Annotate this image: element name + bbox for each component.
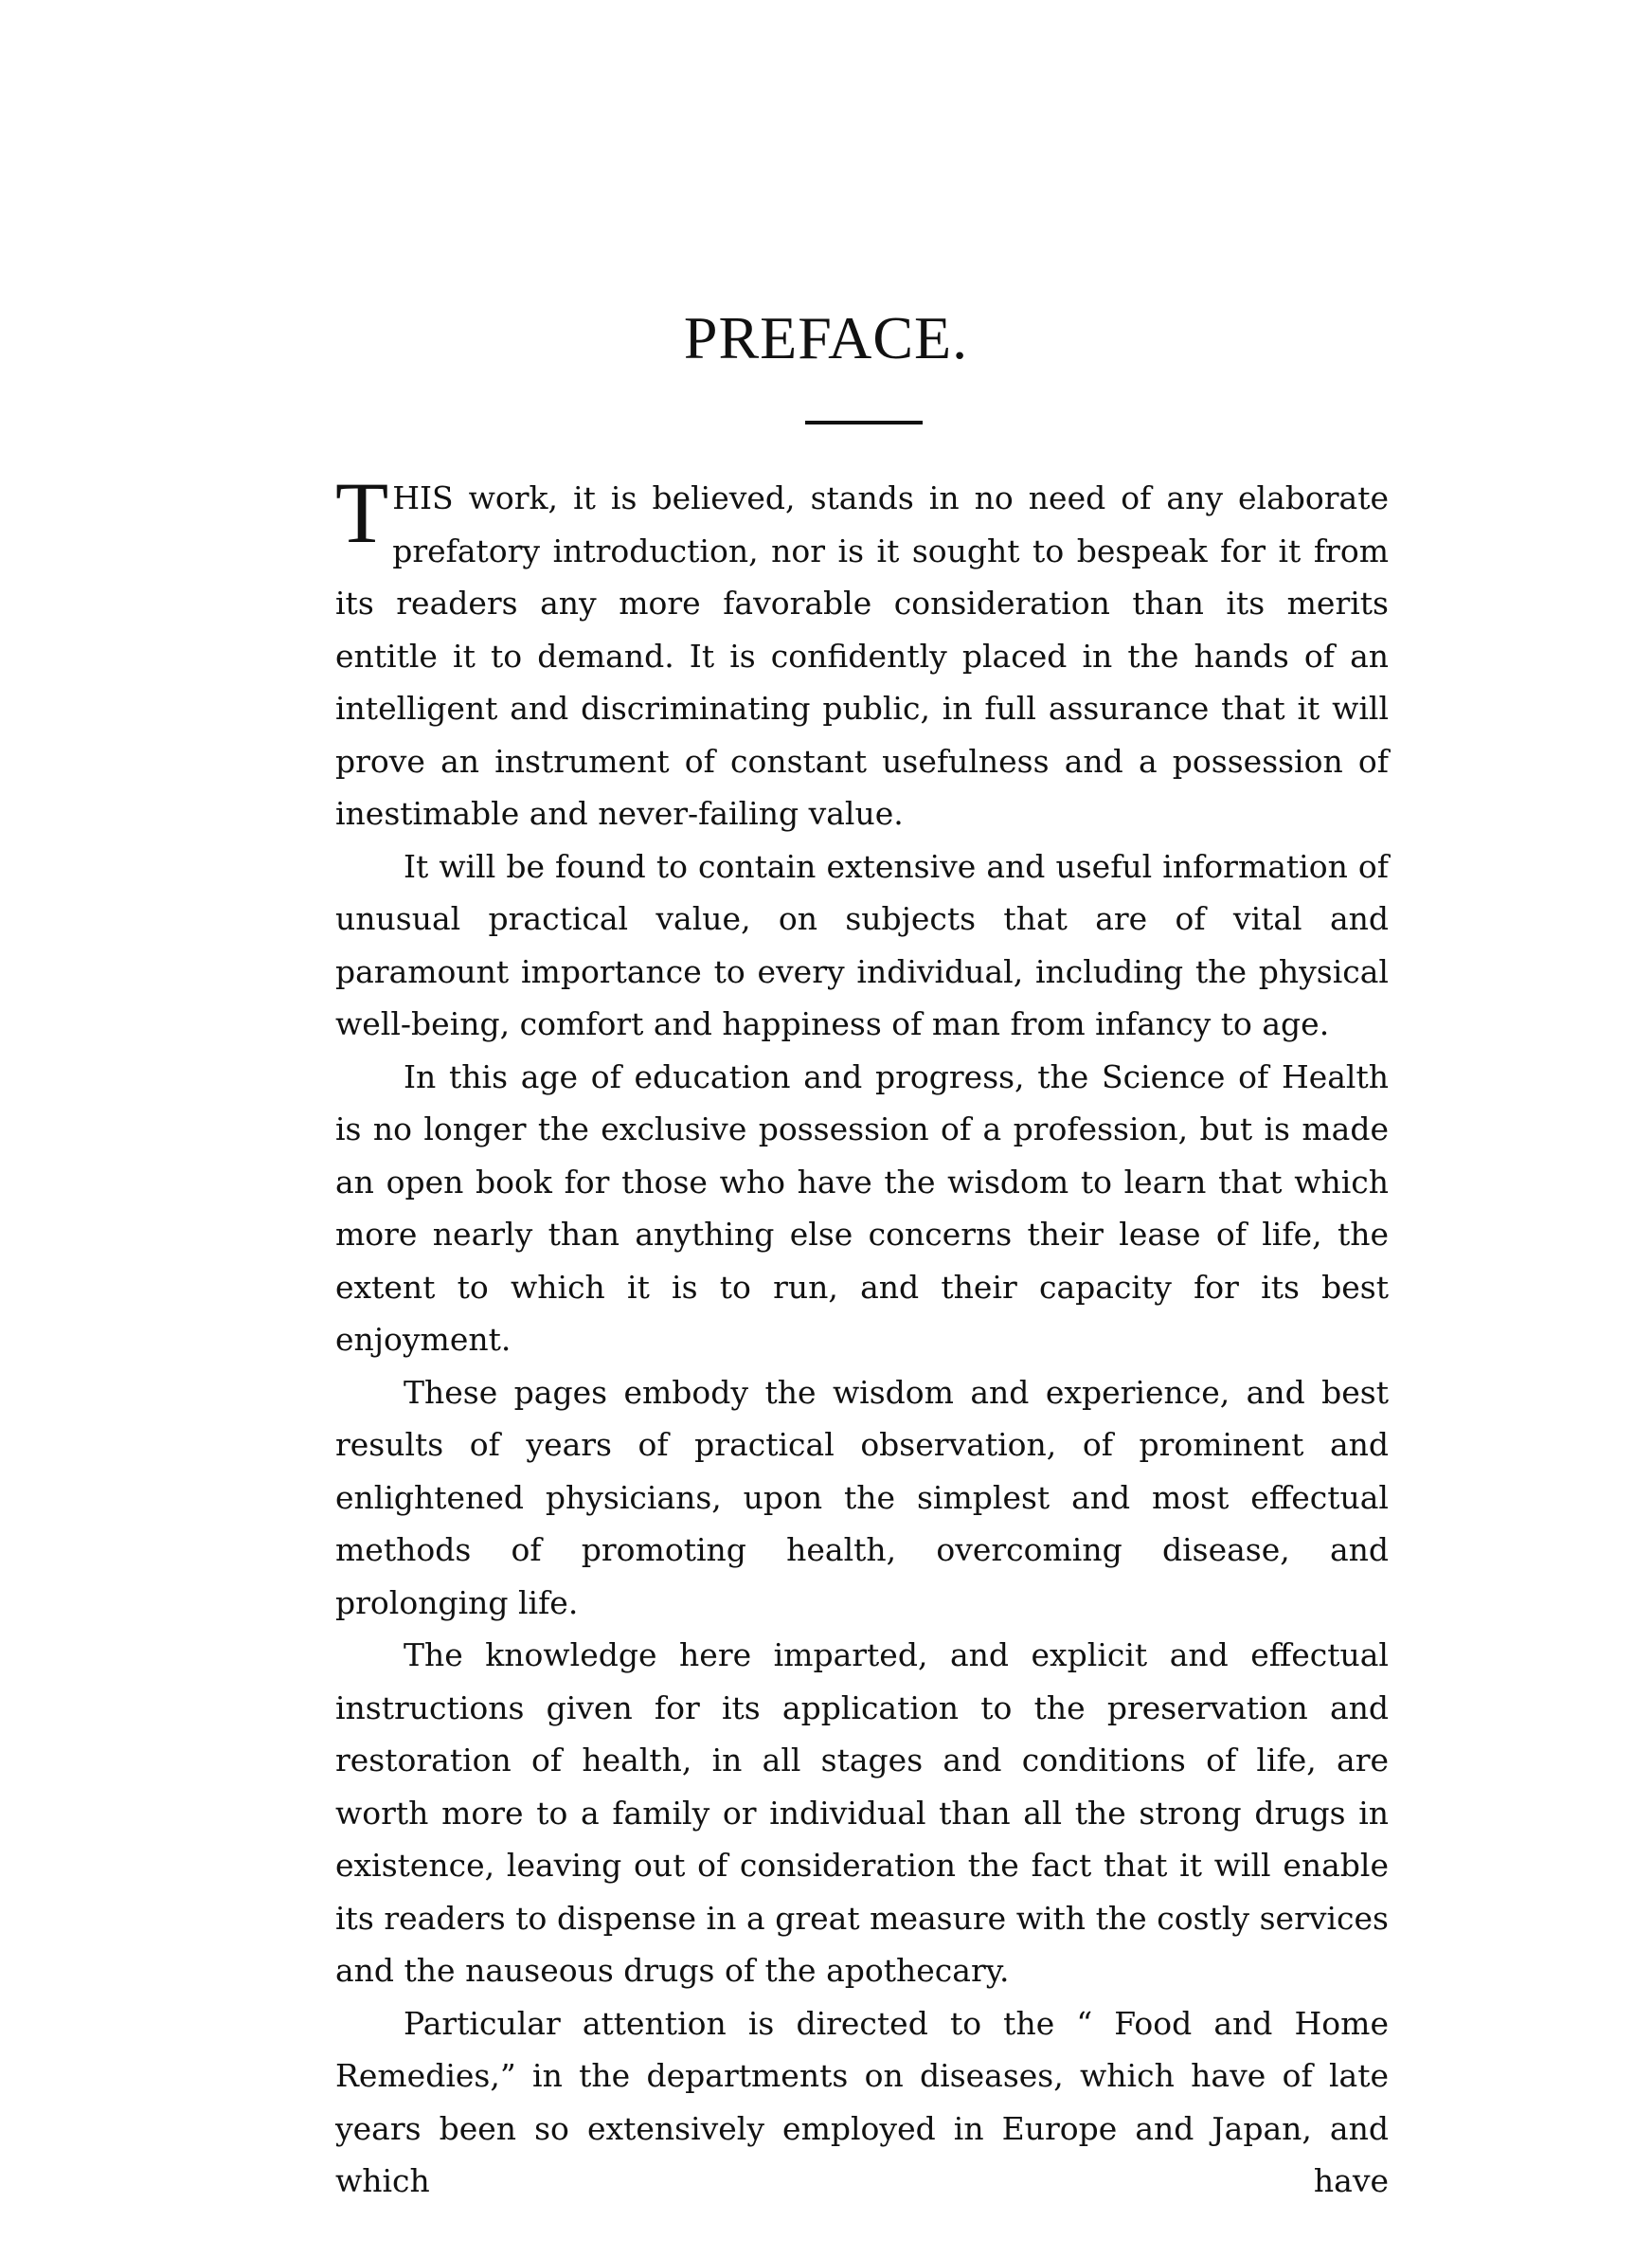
paragraph-1 — [335, 464, 1389, 840]
paragraph-5: The knowledge here imparted, and explicit and effectual instructions given for its application to the preservation and restoration of health, in all stages and conditions of life, are worth more to a family or individual than all the strong drugs in existence, leaving out of consideration the fact that it will enable its readers to dispense in a great measure with the costly services and the nauseous drugs of the apothecary. — [335, 1636, 1389, 1989]
paragraph-6: Particular attention is directed to the “ Food and Home Remedies,” in the departments on diseases, which have of late years been so extensively employed in Europe and Japan, and which have — [335, 2004, 1389, 2199]
paragraph-2: It will be found to contain extensive and useful information of unusual practical value, on subjects that are of vital and paramount importance to every individual, including the physical well-being, comfort and happiness of man from infancy to age. — [335, 847, 1389, 1042]
paragraph-3: In this age of education and progress, the Science of Health is no longer the exclusive possession of a profession, but is made an open book for those who have the wisdom to learn that which more nearly than anything else concerns their lease of life, the extent to which it is to run, and their capacity for its best enjoyment. — [335, 1057, 1389, 1358]
page-title: PREFACE. — [683, 304, 969, 371]
preface-body — [335, 464, 1389, 2208]
paragraph-text: HIS work, it is believed, stands in no need of any elaborate prefatory introduction, nor is it sought to bespeak for it from its readers any more favorable consideration than its merits entitle it to demand. It is confidently placed in the hands of an intelligent and discriminating public, in full assurance that it will prove an instrument of constant usefulness and a possession of inestimable and never-failing value. — [335, 479, 1389, 832]
title-rule — [805, 421, 923, 424]
paragraph-4: These pages embody the wisdom and experience, and best results of years of practical observation, of prominent and enlightened physicians, upon the simplest and most effectual methods of promoting health, overcoming disease, and prolonging life. — [335, 1373, 1389, 1621]
drop-cap: T — [335, 464, 389, 561]
